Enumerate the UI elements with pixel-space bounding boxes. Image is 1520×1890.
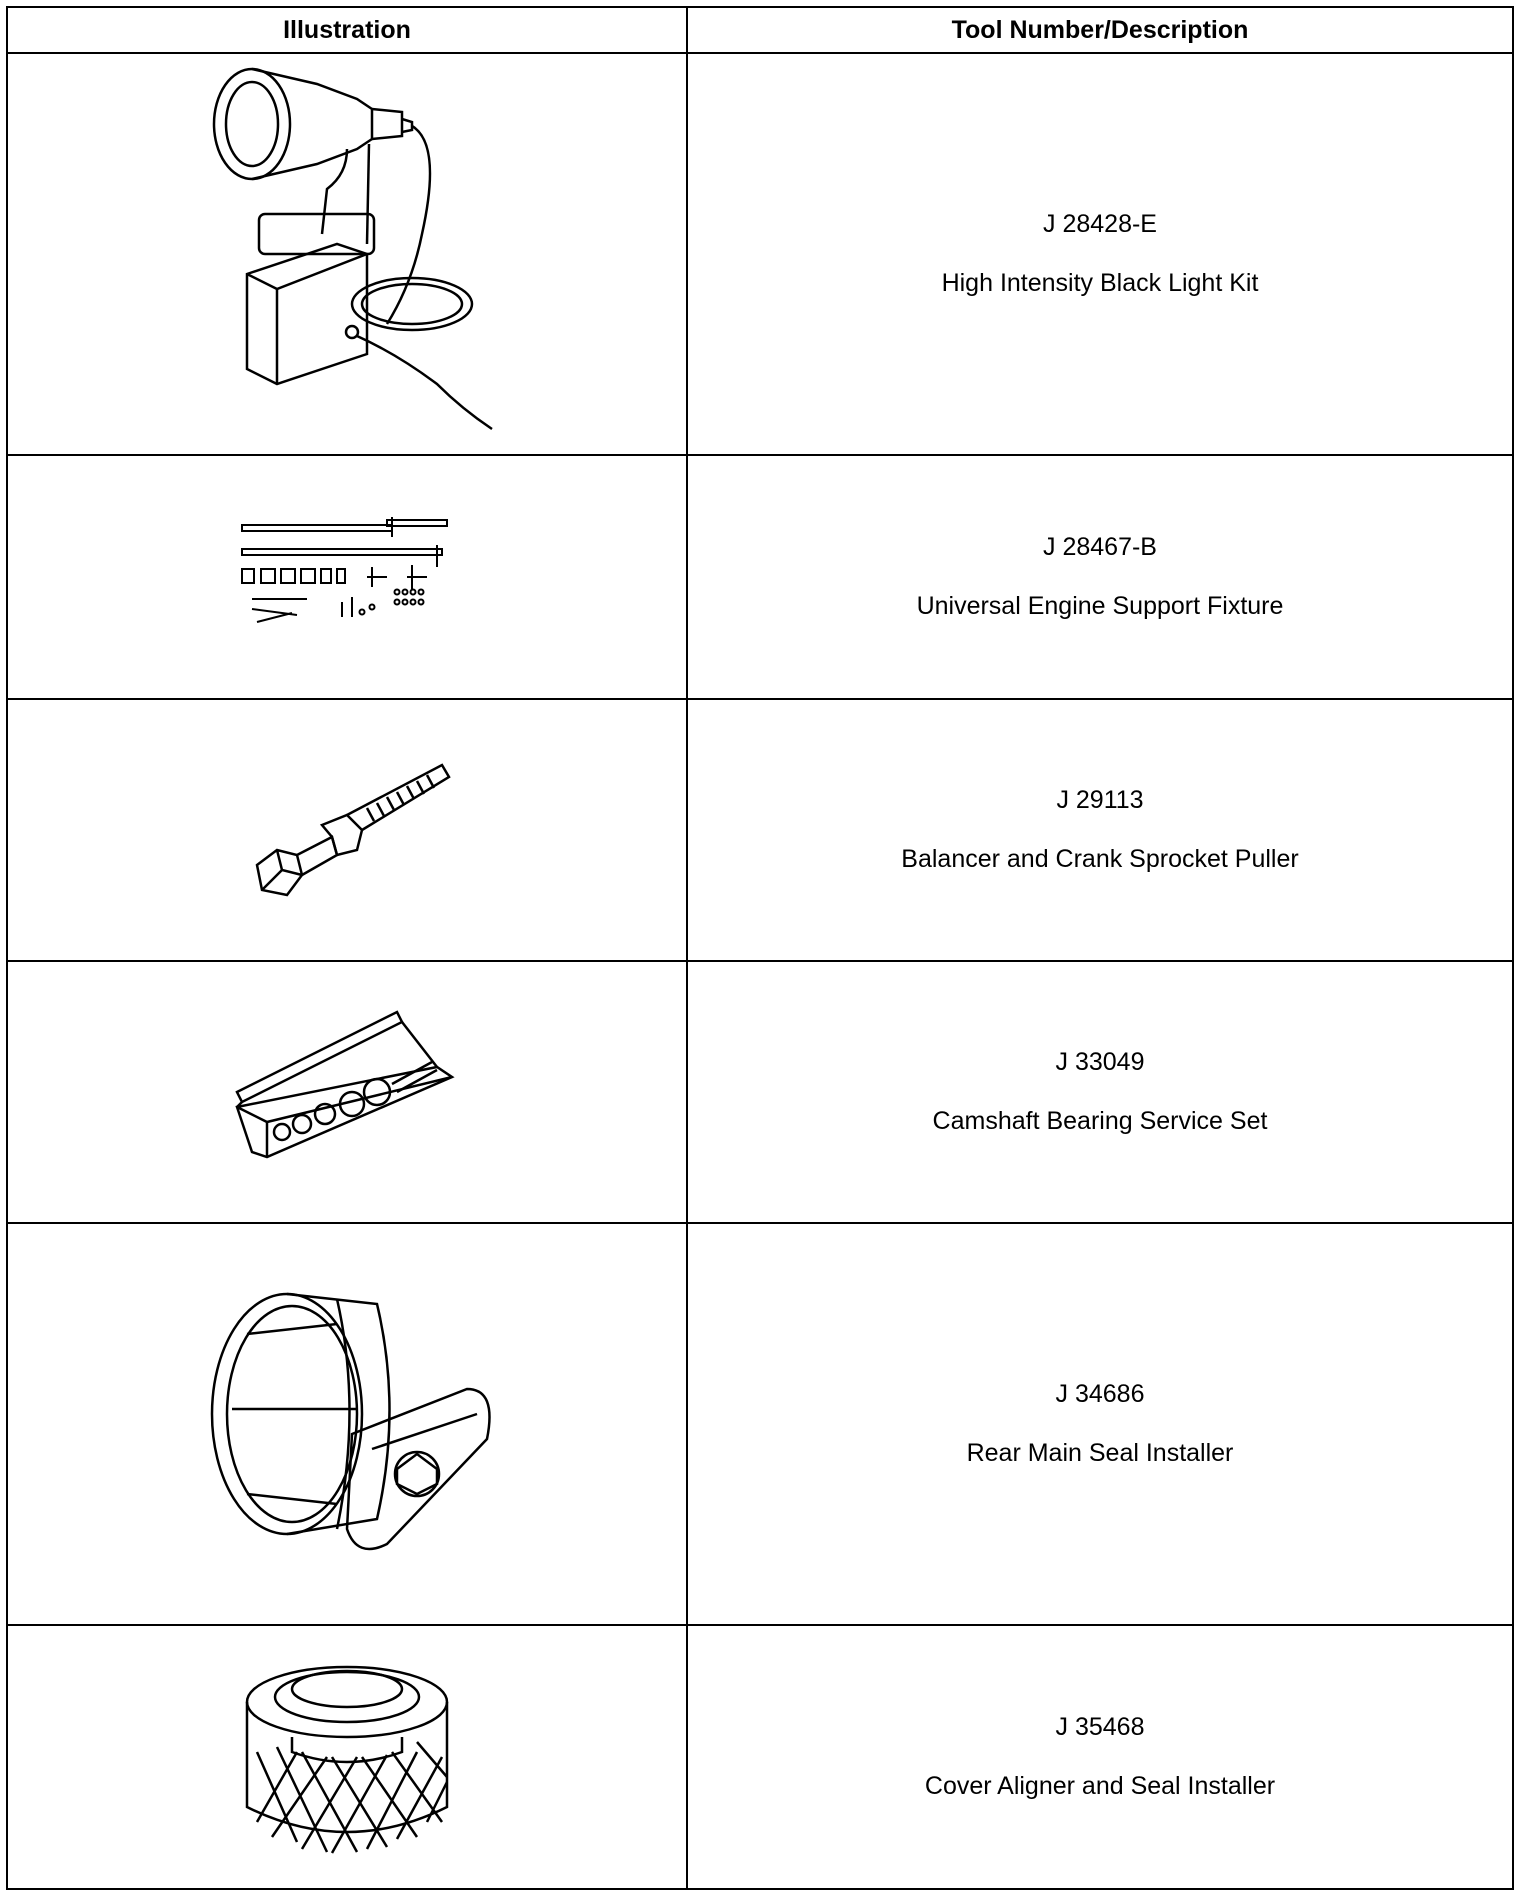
description-cell bbox=[687, 961, 1513, 1223]
tools-table bbox=[6, 6, 1514, 1890]
table-row bbox=[7, 961, 1513, 1223]
table-row bbox=[7, 53, 1513, 455]
tool-description: Balancer and Crank Sprocket Puller bbox=[901, 845, 1299, 873]
tool-number: J 28467-B bbox=[1043, 533, 1157, 561]
header-row bbox=[7, 7, 1513, 53]
tool-number: J 34686 bbox=[1055, 1380, 1145, 1408]
illustration-cell bbox=[7, 699, 687, 961]
illustration-cell bbox=[7, 455, 687, 699]
cover-aligner-icon bbox=[237, 1657, 457, 1857]
table-row bbox=[7, 455, 1513, 699]
description-cell bbox=[687, 1625, 1513, 1889]
engine-support-fixture-icon bbox=[237, 517, 457, 637]
tool-description: High Intensity Black Light Kit bbox=[941, 269, 1259, 297]
table-row bbox=[7, 699, 1513, 961]
description-cell bbox=[687, 455, 1513, 699]
tool-number: J 33049 bbox=[1055, 1048, 1145, 1076]
header-illustration: Illustration bbox=[7, 7, 687, 53]
tool-description: Cover Aligner and Seal Installer bbox=[924, 1772, 1276, 1800]
table-row bbox=[7, 1625, 1513, 1889]
sprocket-puller-icon bbox=[237, 755, 457, 905]
table-row bbox=[7, 1223, 1513, 1625]
illustration-cell bbox=[7, 1223, 687, 1625]
illustration-cell bbox=[7, 53, 687, 455]
tool-description: Universal Engine Support Fixture bbox=[916, 592, 1284, 620]
tool-description: Camshaft Bearing Service Set bbox=[932, 1107, 1268, 1135]
header-tool-description: Tool Number/Description bbox=[687, 7, 1513, 53]
description-cell bbox=[687, 53, 1513, 455]
description-cell bbox=[687, 1223, 1513, 1625]
tool-number: J 35468 bbox=[1055, 1713, 1145, 1741]
rear-main-seal-installer-icon bbox=[187, 1279, 507, 1569]
illustration-cell bbox=[7, 1625, 687, 1889]
illustration-cell bbox=[7, 961, 687, 1223]
tool-number: J 29113 bbox=[1056, 786, 1144, 814]
tool-description: Rear Main Seal Installer bbox=[966, 1439, 1234, 1467]
camshaft-bearing-set-icon bbox=[227, 992, 467, 1192]
tool-number: J 28428-E bbox=[1043, 210, 1157, 238]
description-cell bbox=[687, 699, 1513, 961]
black-light-kit-icon bbox=[197, 64, 497, 444]
